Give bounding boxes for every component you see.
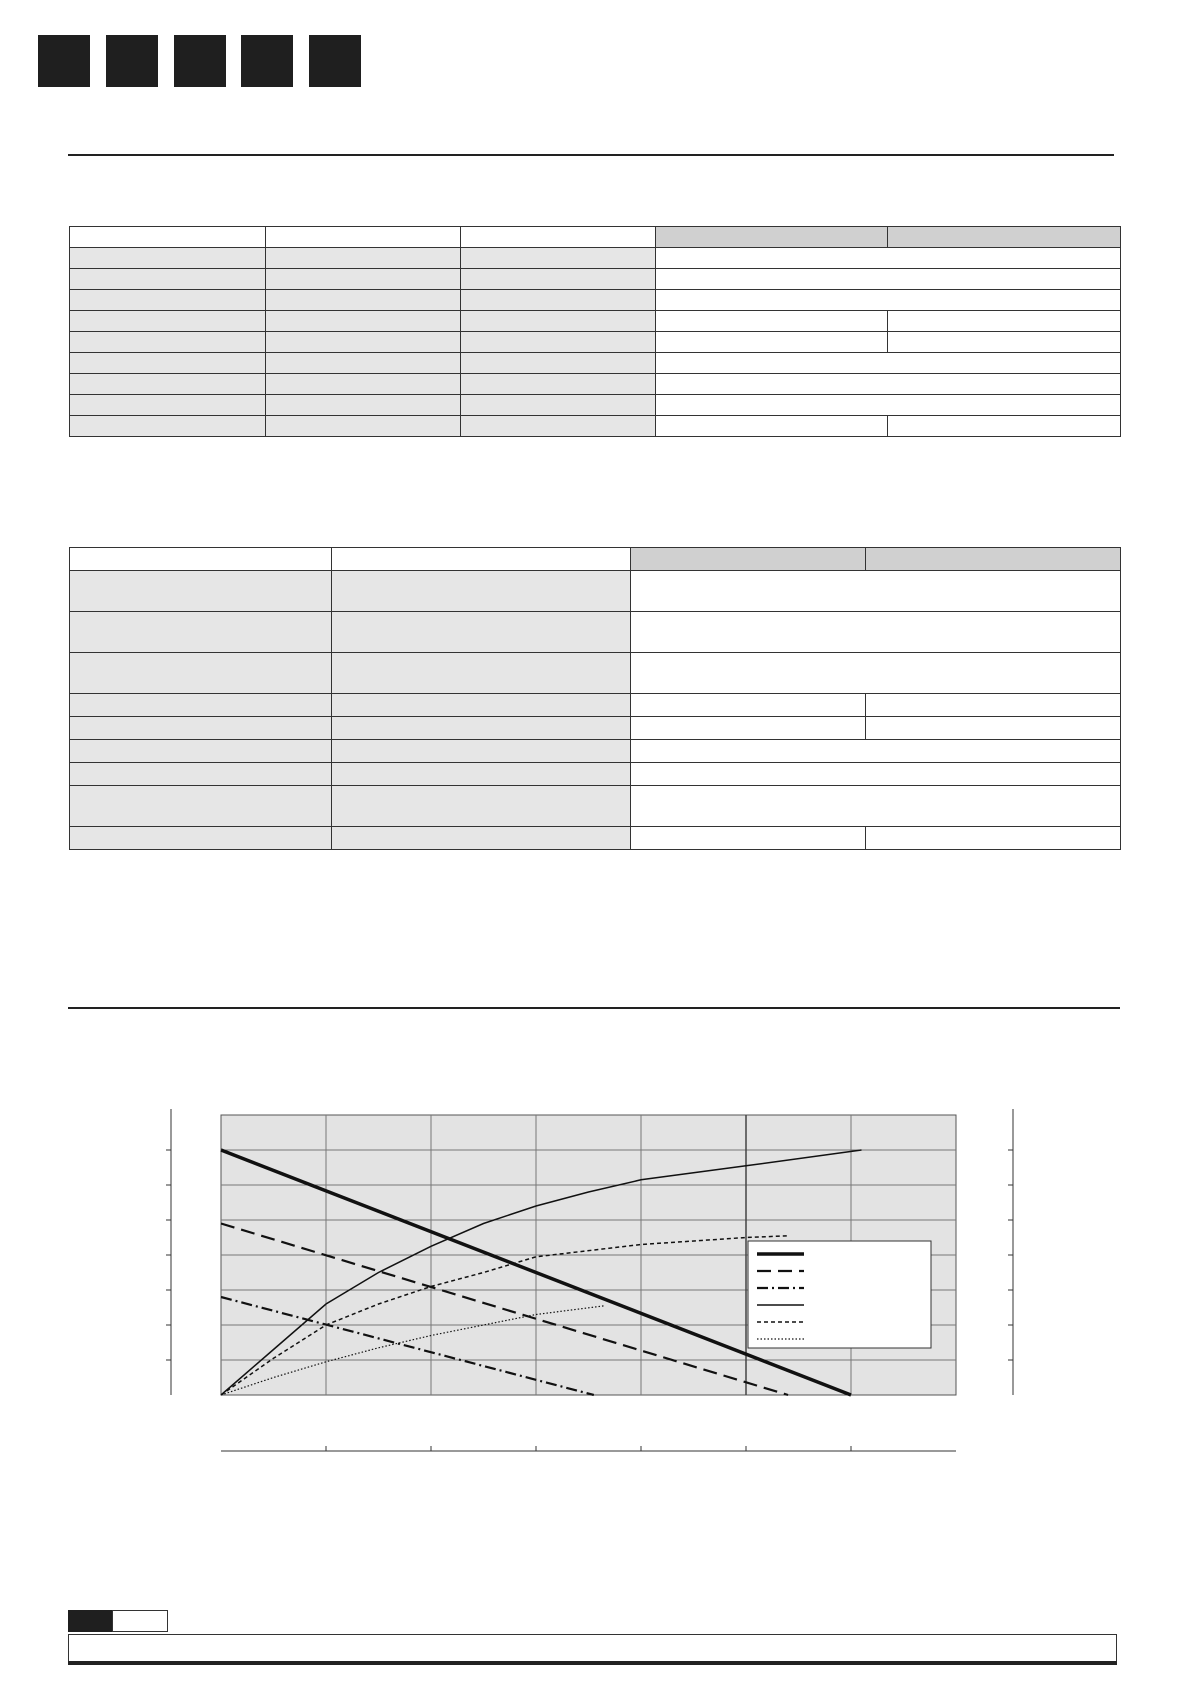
chart-legend — [748, 1241, 931, 1348]
footer-page-tab-outline — [112, 1610, 168, 1632]
footer-text-box — [68, 1634, 1117, 1662]
footer-page-tab — [68, 1610, 112, 1632]
footer-bar — [68, 1661, 1117, 1665]
